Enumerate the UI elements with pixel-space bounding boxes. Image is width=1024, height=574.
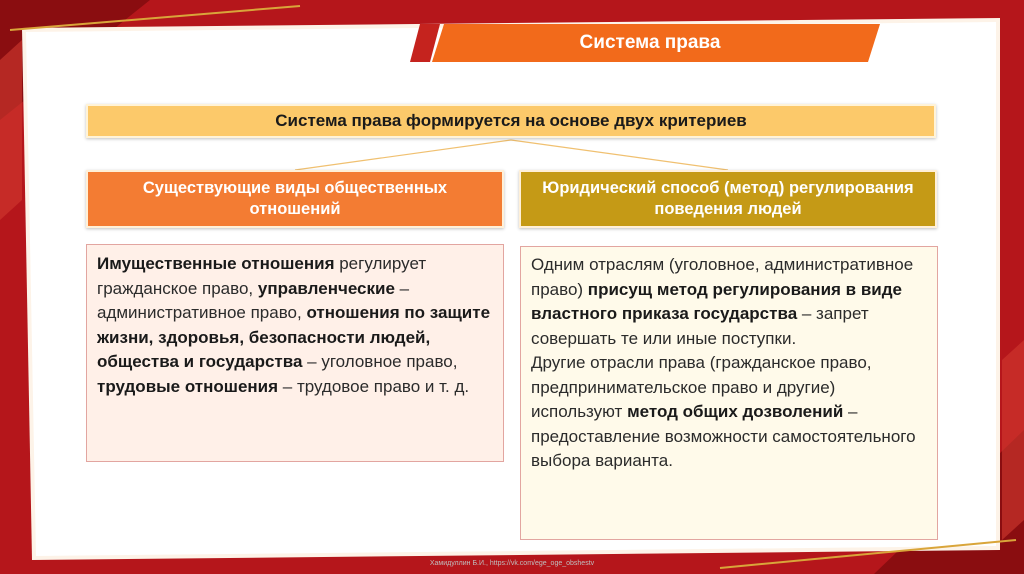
text: – трудовое право и т. д.: [278, 376, 470, 396]
text: – предоставление возможности самостоятельного выбора варианта.: [531, 402, 916, 470]
footer-credit: Хамидуллин Б.И., https://vk.com/ege_oge_obshestv: [429, 560, 595, 567]
criterion-right: [519, 170, 937, 228]
text-bold: отношения по защите жизни, здоровья, безопасности людей, общества и государства: [97, 303, 491, 371]
criteria-banner: Система права формируется на основе двух критериев: [86, 104, 936, 138]
text: Одним отраслям (уголовное, административное право): [531, 255, 914, 299]
text-bold: управленческие: [257, 278, 395, 298]
text: – уголовное право,: [302, 352, 458, 371]
text-bold: метод общих дозволений: [627, 402, 844, 421]
text: Другие отрасли права (гражданское право, предпринимательское право и другие) используют: [531, 353, 872, 421]
text: регулирует гражданское право,: [97, 254, 427, 298]
text-bold: трудовые отношения: [97, 376, 279, 396]
text-bold: присущ метод регулирования в виде властного приказа государства: [531, 279, 902, 323]
left-description-box: [86, 244, 504, 462]
text: – административное право,: [97, 278, 410, 322]
criterion-right-label: Юридический способ (метод) регулирования поведения людей: [542, 178, 914, 218]
page-title: Система права: [579, 32, 721, 53]
criterion-left: [86, 170, 504, 228]
criterion-left-label: Существующие виды общественных отношений: [142, 178, 448, 218]
right-description-box: [520, 246, 938, 540]
text: – запрет совершать те или иные поступки.: [531, 304, 869, 348]
text-bold: Имущественные отношения: [97, 254, 335, 273]
